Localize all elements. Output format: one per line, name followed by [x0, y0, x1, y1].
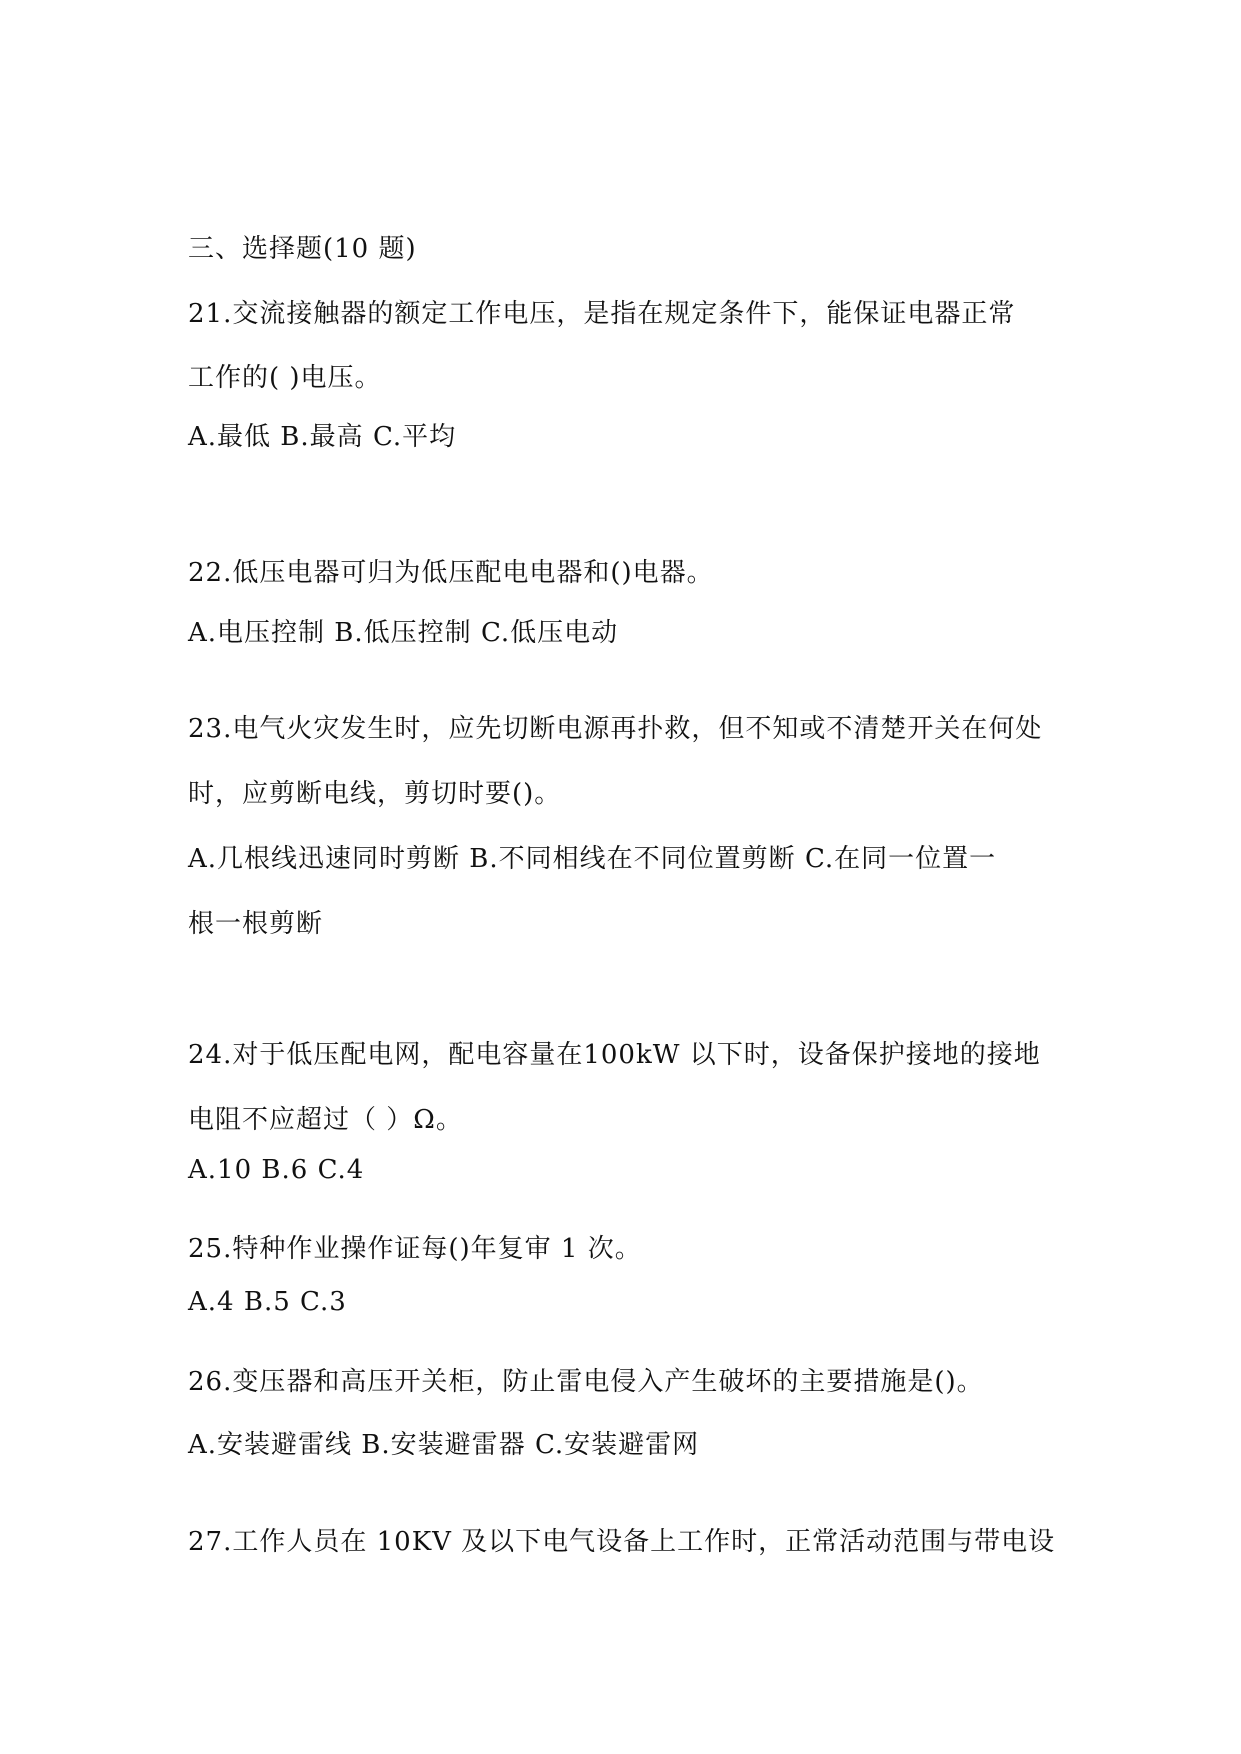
question-23-text-line-2: 时，应剪断电线，剪切时要()。	[188, 779, 562, 809]
question-26-text-line-1: 26.变压器和高压开关柜，防止雷电侵入产生破坏的主要措施是()。	[188, 1367, 984, 1397]
question-21-text-line-1: 21.交流接触器的额定工作电压，是指在规定条件下，能保证电器正常	[188, 299, 1016, 329]
question-25-text-line-1: 25.特种作业操作证每()年复审 1 次。	[188, 1234, 642, 1264]
question-24-text-line-1: 24.对于低压配电网，配电容量在100kW 以下时，设备保护接地的接地	[188, 1040, 1041, 1070]
section-title: 三、选择题(10 题)	[188, 234, 417, 264]
question-23-options-line-1: A.几根线迅速同时剪断 B.不同相线在不同位置剪断 C.在同一位置一	[188, 844, 997, 874]
question-21-text-line-2: 工作的( )电压。	[188, 363, 382, 393]
question-22-text-line-1: 22.低压电器可归为低压配电电器和()电器。	[188, 558, 714, 588]
question-21-options: A.最低 B.最高 C.平均	[188, 422, 457, 452]
question-24-text-line-2: 电阻不应超过（ ）Ω。	[188, 1105, 463, 1135]
question-27-text-line-1: 27.工作人员在 10KV 及以下电气设备上工作时，正常活动范围与带电设	[188, 1527, 1056, 1557]
question-24-options: A.10 B.6 C.4	[188, 1155, 365, 1185]
question-26-options: A.安装避雷线 B.安装避雷器 C.安装避雷网	[188, 1430, 700, 1460]
question-25-options: A.4 B.5 C.3	[188, 1287, 347, 1317]
question-23-options-line-2: 根一根剪断	[188, 909, 324, 939]
question-22-options: A.电压控制 B.低压控制 C.低压电动	[188, 618, 619, 648]
question-23-text-line-1: 23.电气火灾发生时，应先切断电源再扑救，但不知或不清楚开关在何处	[188, 714, 1043, 744]
